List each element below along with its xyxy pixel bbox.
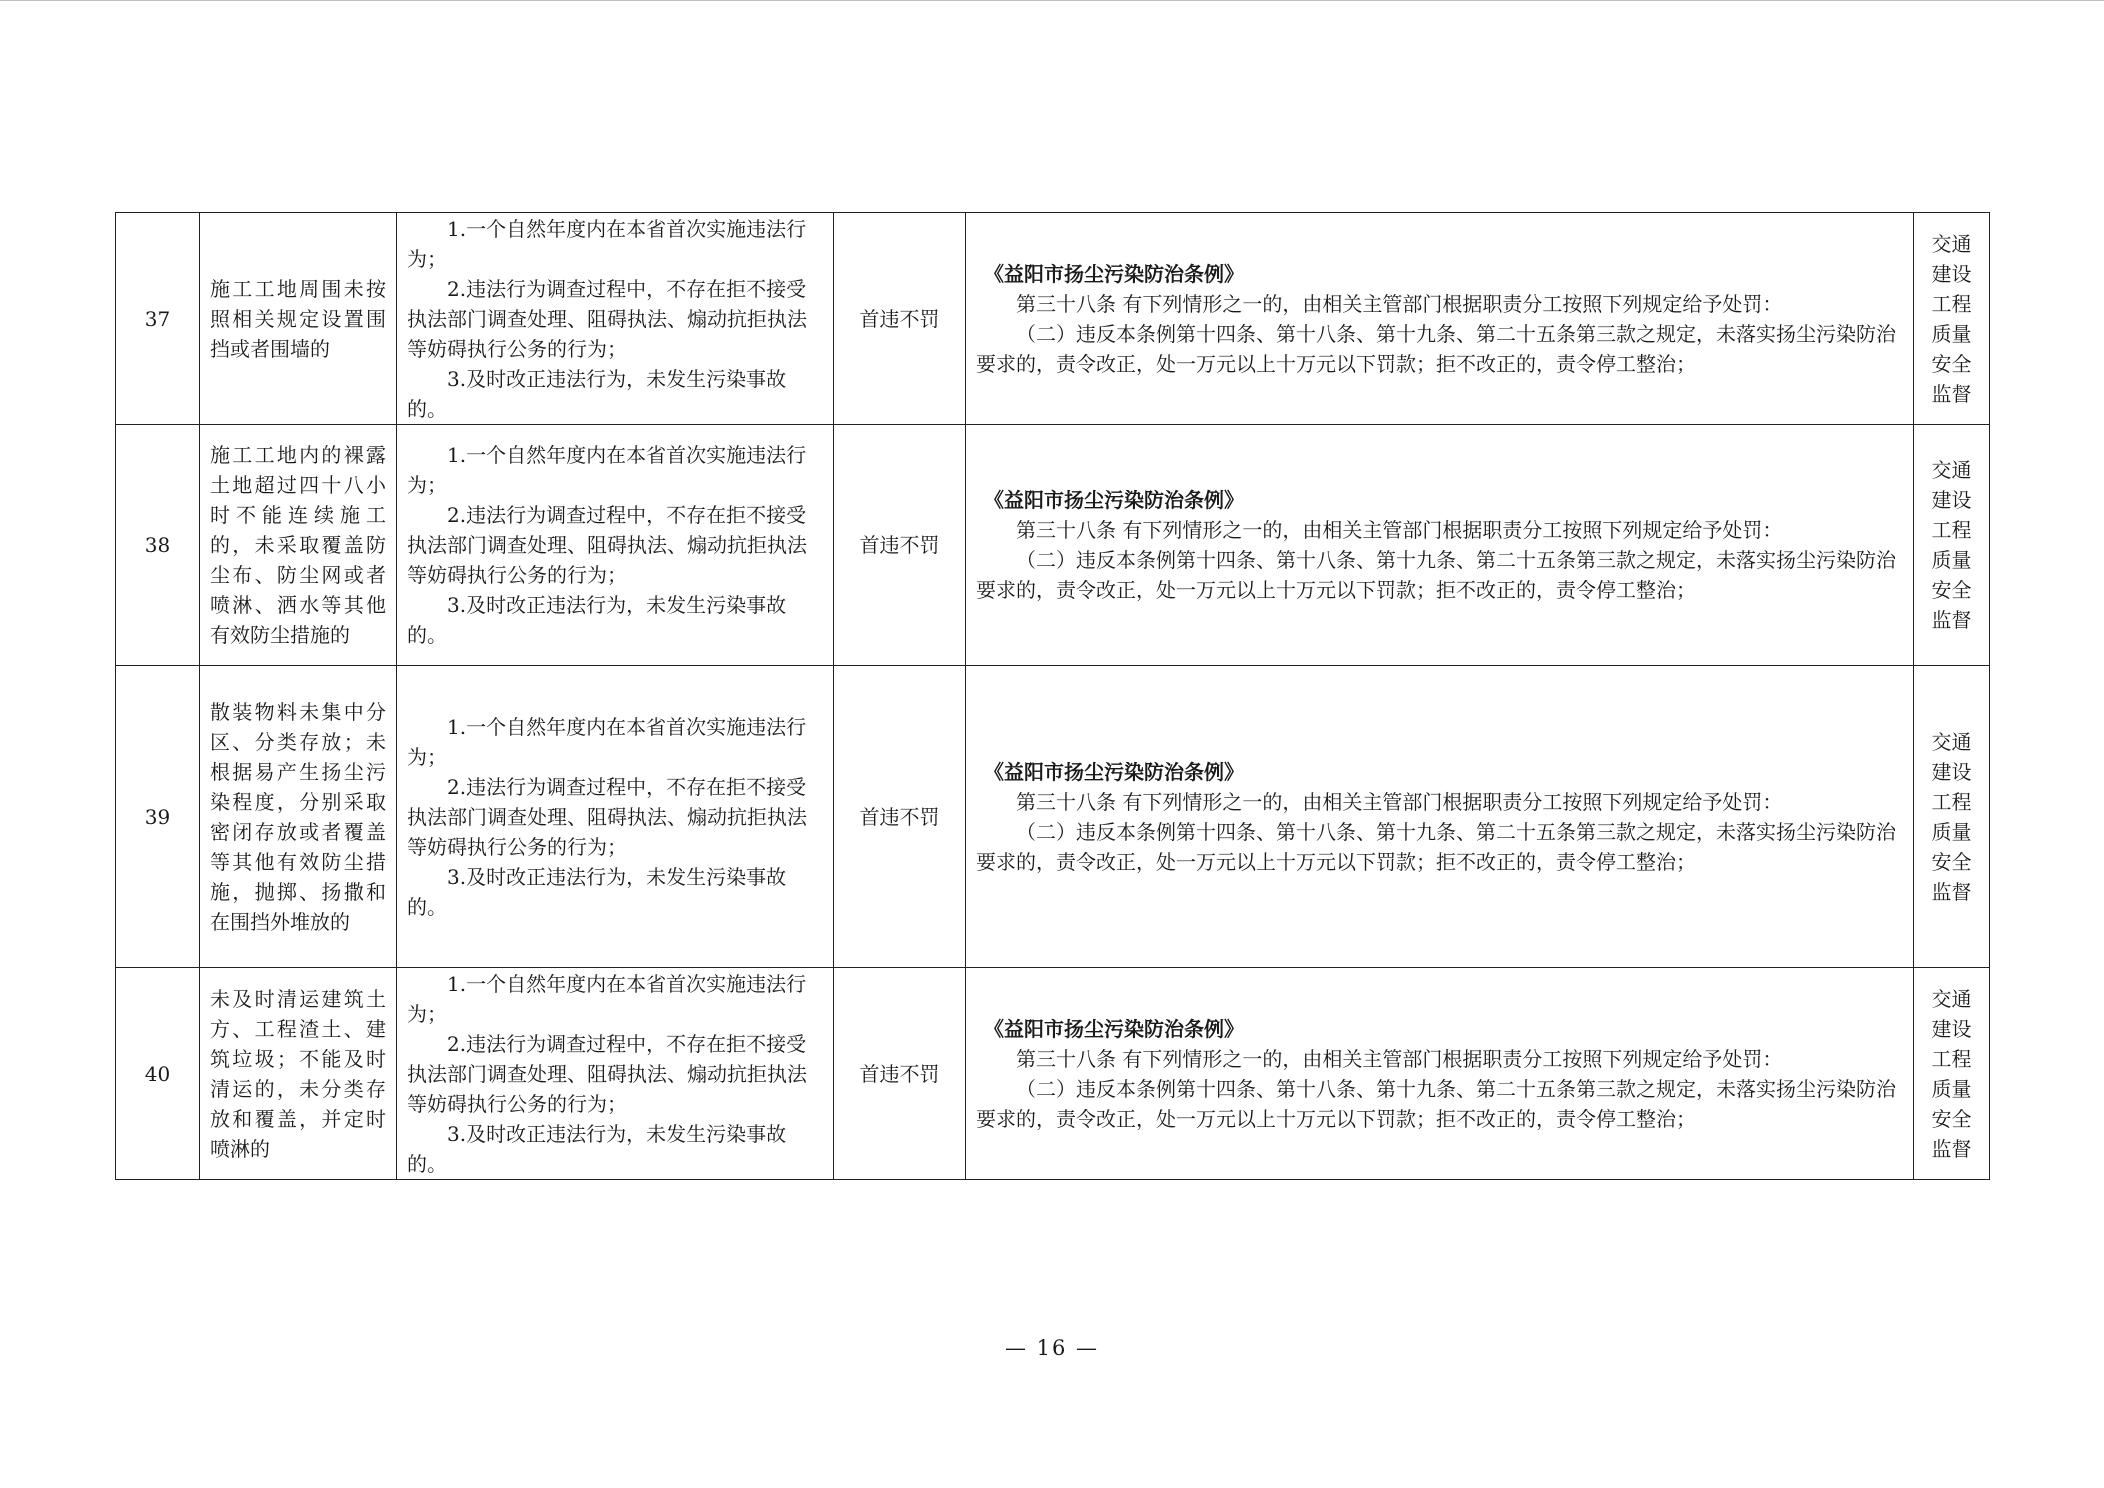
violation-behavior: 施工工地内的裸露土地超过四十八小时不能连续施工的，未采取覆盖防尘布、防尘网或者喷淋、洒水等其他有效防尘措施的 [200,425,397,666]
condition-item: 1.一个自然年度内在本省首次实施违法行为； [407,443,807,497]
condition-item: 1.一个自然年度内在本省首次实施违法行为； [407,971,807,1026]
department-text: 交通 [1931,231,1972,256]
condition-item: 1.一个自然年度内在本省首次实施违法行为； [407,714,807,769]
condition-item: 3.及时改正违法行为，未发生污染事故的。 [407,366,787,421]
condition-item: 3.及时改正违法行为，未发生污染事故的。 [407,864,787,919]
department-text: 安全 [1931,1106,1972,1131]
law-clause: （二）违反本条例第十四条、第十八条、第十九条、第二十五条第三款之规定，未落实扬尘污染防治要求的，责令改正，处一万元以上十万元以下罚款；拒不改正的，责令停工整治； [976,321,1896,376]
department-text: 建设 [1931,759,1972,784]
legal-basis [966,213,1914,425]
exemption-conditions [397,425,834,666]
law-article: 第三十八条 有下列情形之一的，由相关主管部门根据职责分工按照下列规定给予处罚： [1016,518,1783,542]
department-text: 建设 [1931,1016,1972,1041]
row-number: 38 [116,425,200,666]
law-clause: （二）违反本条例第十四条、第十八条、第十九条、第二十五条第三款之规定，未落实扬尘污染防治要求的，责令改正，处一万元以上十万元以下罚款；拒不改正的，责令停工整治； [976,819,1896,874]
department-text: 监督 [1931,381,1972,406]
law-title: 《益阳市扬尘污染防治条例》 [984,488,1244,512]
department-text: 工程 [1931,291,1972,316]
handling-result: 首违不罚 [834,213,966,425]
department-text: 监督 [1931,608,1972,632]
law-title: 《益阳市扬尘污染防治条例》 [984,261,1244,286]
row-number: 37 [116,213,200,425]
responsible-department [1914,425,1990,666]
department-text: 监督 [1931,879,1972,904]
department-text: 安全 [1931,849,1972,874]
department-text: 建设 [1931,488,1972,512]
penalty-exemption-table [115,212,1990,1180]
law-article: 第三十八条 有下列情形之一的，由相关主管部门根据职责分工按照下列规定给予处罚： [1016,1046,1783,1071]
law-article: 第三十八条 有下列情形之一的，由相关主管部门根据职责分工按照下列规定给予处罚： [1016,291,1783,316]
table-row [116,968,1990,1180]
condition-item: 2.违法行为调查过程中，不存在拒不接受执法部门调查处理、阻碍执法、煽动抗拒执法等妨碍执行公务的行为； [407,774,807,859]
department-text: 质量 [1931,819,1972,844]
responsible-department [1914,968,1990,1180]
condition-item: 2.违法行为调查过程中，不存在拒不接受执法部门调查处理、阻碍执法、煽动抗拒执法等妨碍执行公务的行为； [407,1031,807,1116]
department-text: 工程 [1931,789,1972,814]
row-number: 39 [116,666,200,968]
department-text: 工程 [1931,518,1972,542]
exemption-conditions [397,666,834,968]
department-text: 建设 [1931,261,1972,286]
department-text: 交通 [1931,986,1972,1011]
table-row [116,425,1990,666]
exemption-conditions [397,213,834,425]
violation-behavior: 未及时清运建筑土方、工程渣土、建筑垃圾；不能及时清运的，未分类存放和覆盖，并定时喷淋的 [200,968,397,1180]
department-text: 安全 [1931,578,1972,602]
legal-basis [966,425,1914,666]
department-text: 监督 [1931,1136,1972,1161]
law-clause: （二）违反本条例第十四条、第十八条、第十九条、第二十五条第三款之规定，未落实扬尘污染防治要求的，责令改正，处一万元以上十万元以下罚款；拒不改正的，责令停工整治； [976,1076,1896,1131]
department-text: 质量 [1931,321,1972,346]
page-top-border [0,0,2104,1]
law-title: 《益阳市扬尘污染防治条例》 [984,1016,1244,1041]
condition-item: 2.违法行为调查过程中，不存在拒不接受执法部门调查处理、阻碍执法、煽动抗拒执法等妨碍执行公务的行为； [407,276,807,361]
responsible-department [1914,213,1990,425]
responsible-department [1914,666,1990,968]
page-number: — 16 — [1004,1336,1100,1360]
exemption-conditions [397,968,834,1180]
handling-result: 首违不罚 [834,968,966,1180]
violation-behavior: 散装物料未集中分区、分类存放；未根据易产生扬尘污染程度，分别采取密闭存放或者覆盖等其他有效防尘措施，抛掷、扬撒和在围挡外堆放的 [200,666,397,968]
table-row [116,213,1990,425]
condition-item: 3.及时改正违法行为，未发生污染事故的。 [407,1121,787,1176]
law-article: 第三十八条 有下列情形之一的，由相关主管部门根据职责分工按照下列规定给予处罚： [1016,789,1783,814]
department-text: 交通 [1931,458,1972,482]
condition-item: 2.违法行为调查过程中，不存在拒不接受执法部门调查处理、阻碍执法、煽动抗拒执法等妨碍执行公务的行为； [407,503,807,587]
department-text: 工程 [1931,1046,1972,1071]
condition-item: 1.一个自然年度内在本省首次实施违法行为； [407,216,807,271]
legal-basis [966,968,1914,1180]
row-number: 40 [116,968,200,1180]
department-text: 质量 [1931,1076,1972,1101]
department-text: 安全 [1931,351,1972,376]
law-clause: （二）违反本条例第十四条、第十八条、第十九条、第二十五条第三款之规定，未落实扬尘污染防治要求的，责令改正，处一万元以上十万元以下罚款；拒不改正的，责令停工整治； [976,548,1896,602]
table-row [116,666,1990,968]
handling-result: 首违不罚 [834,425,966,666]
department-text: 交通 [1931,729,1972,754]
condition-item: 3.及时改正违法行为，未发生污染事故的。 [407,593,787,647]
legal-basis [966,666,1914,968]
law-title: 《益阳市扬尘污染防治条例》 [984,759,1244,784]
department-text: 质量 [1931,548,1972,572]
handling-result: 首违不罚 [834,666,966,968]
violation-behavior: 施工工地周围未按照相关规定设置围挡或者围墙的 [200,213,397,425]
